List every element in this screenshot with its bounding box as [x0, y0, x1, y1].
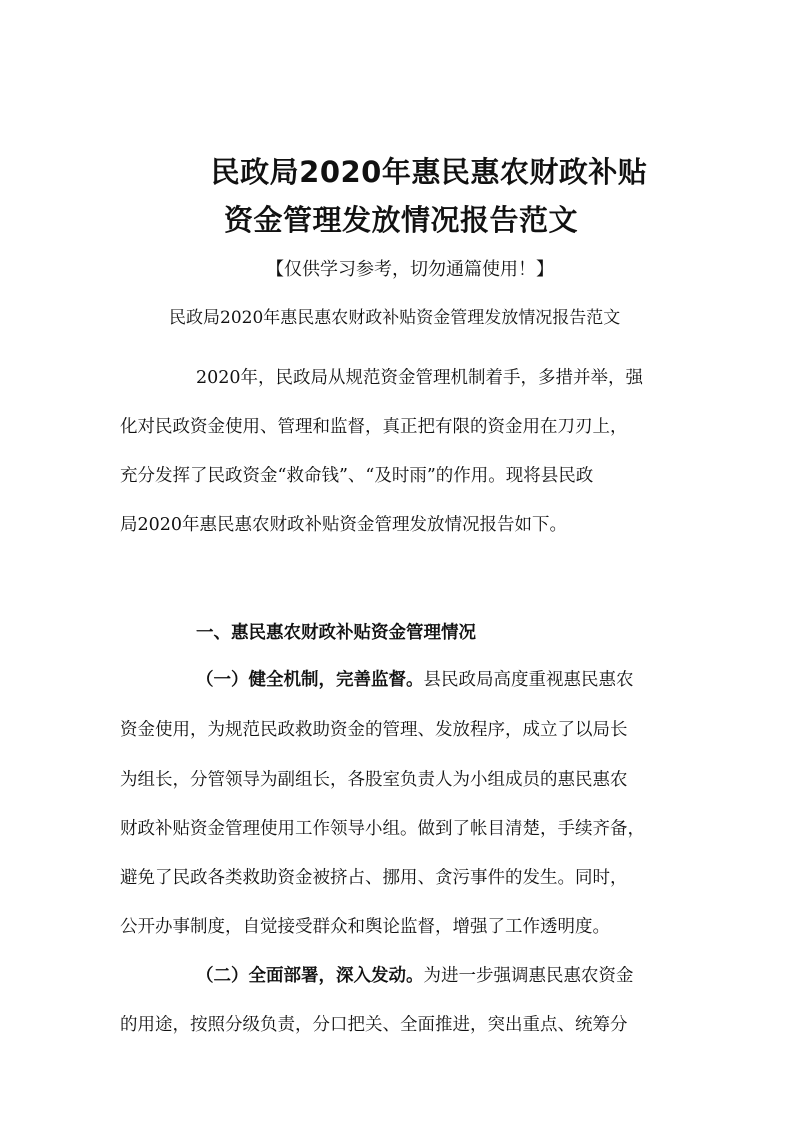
document-title-line1: 民政局2020年惠民惠农财政补贴 — [210, 155, 648, 189]
para1-line-6: 公开办事制度，自觉接受群众和舆论监督，增强了工作透明度。 — [120, 917, 610, 937]
para1-line-5: 避免了民政各类救助资金被挤占、挪用、贪污事件的发生。同时， — [120, 868, 628, 888]
para1-line-2: 资金使用，为规范民政救助资金的管理、发放程序，成立了以局长 — [120, 720, 628, 740]
para2-line-2: 的用途，按照分级负责，分口把关、全面推进，突出重点、统筹分 — [120, 1015, 628, 1035]
para1-lead: （一）健全机制，完善监督。 — [196, 670, 424, 690]
para1-line-3: 为组长，分管领导为副组长，各股室负责人为小组成员的惠民惠农 — [120, 770, 628, 790]
intro-line-2: 化对民政资金使用、管理和监督，真正把有限的资金用在刀刃上， — [120, 417, 628, 437]
usage-note: 【仅供学习参考，切勿通篇使用！】 — [266, 259, 554, 280]
intro-line-3: 充分发挥了民政资金“救命钱”、“及时雨”的作用。现将县民政 — [120, 466, 594, 486]
section1-heading: 一、惠民惠农财政补贴资金管理情况 — [196, 623, 476, 643]
document-title-line2: 资金管理发放情况报告范文 — [223, 203, 578, 237]
document-subtitle: 民政局2020年惠民惠农财政补贴资金管理发放情况报告范文 — [169, 308, 621, 328]
para2-lead: （二）全面部署，深入发动。 — [196, 966, 424, 986]
para2-first-line — [196, 962, 634, 987]
intro-line-1: 2020年，民政局从规范资金管理机制着手，多措并举，强 — [196, 368, 644, 388]
para1-line-4: 财政补贴资金管理使用工作领导小组。做到了帐目清楚，手续齐备， — [120, 819, 645, 839]
intro-line-4: 局2020年惠民惠农财政补贴资金管理发放情况报告如下。 — [120, 515, 568, 535]
para2-first-rest: 为进一步强调惠民惠农资金 — [423, 966, 634, 986]
para1-first-line — [196, 666, 634, 691]
para1-first-rest: 县民政局高度重视惠民惠农 — [423, 670, 634, 690]
